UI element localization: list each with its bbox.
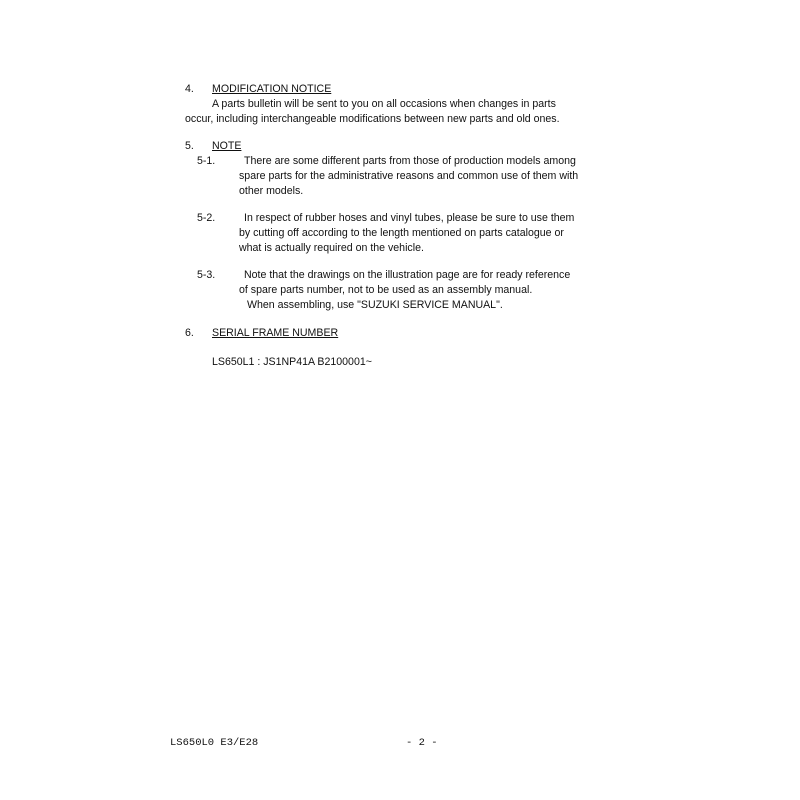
section-4-number: 4. bbox=[185, 83, 194, 95]
footer-page-number: - 2 - bbox=[406, 737, 438, 749]
note-5-3-line-3: When assembling, use "SUZUKI SERVICE MANUAL". bbox=[247, 299, 503, 311]
note-5-1-number: 5-1. bbox=[197, 155, 216, 167]
section-4-line-2: occur, including interchangeable modifications between new parts and old ones. bbox=[185, 113, 560, 125]
serial-frame-number-value: LS650L1 : JS1NP41A B2100001~ bbox=[212, 356, 372, 368]
note-5-1-line-1: There are some different parts from those of production models among bbox=[244, 155, 576, 167]
section-6-number: 6. bbox=[185, 327, 194, 339]
note-5-2-line-2: by cutting off according to the length mentioned on parts catalogue or bbox=[239, 227, 564, 239]
section-5-title: NOTE bbox=[212, 140, 242, 152]
footer-model-code: LS650L0 E3/E28 bbox=[170, 737, 259, 749]
note-5-2-line-3: what is actually required on the vehicle. bbox=[239, 242, 424, 254]
note-5-3-number: 5-3. bbox=[197, 269, 216, 281]
note-5-2-number: 5-2. bbox=[197, 212, 216, 224]
note-5-1-line-3: other models. bbox=[239, 185, 304, 197]
section-4-line-1: A parts bulletin will be sent to you on all occasions when changes in parts bbox=[212, 98, 556, 110]
section-4-title: MODIFICATION NOTICE bbox=[212, 83, 332, 95]
note-5-3-line-1: Note that the drawings on the illustration page are for ready reference bbox=[244, 269, 571, 281]
note-5-2-line-1: In respect of rubber hoses and vinyl tubes, please be sure to use them bbox=[244, 212, 575, 224]
section-5-number: 5. bbox=[185, 140, 194, 152]
section-6-title: SERIAL FRAME NUMBER bbox=[212, 327, 339, 339]
note-5-1-line-2: spare parts for the administrative reasons and common use of them with bbox=[239, 170, 579, 182]
note-5-3-line-2: of spare parts number, not to be used as an assembly manual. bbox=[239, 284, 533, 296]
